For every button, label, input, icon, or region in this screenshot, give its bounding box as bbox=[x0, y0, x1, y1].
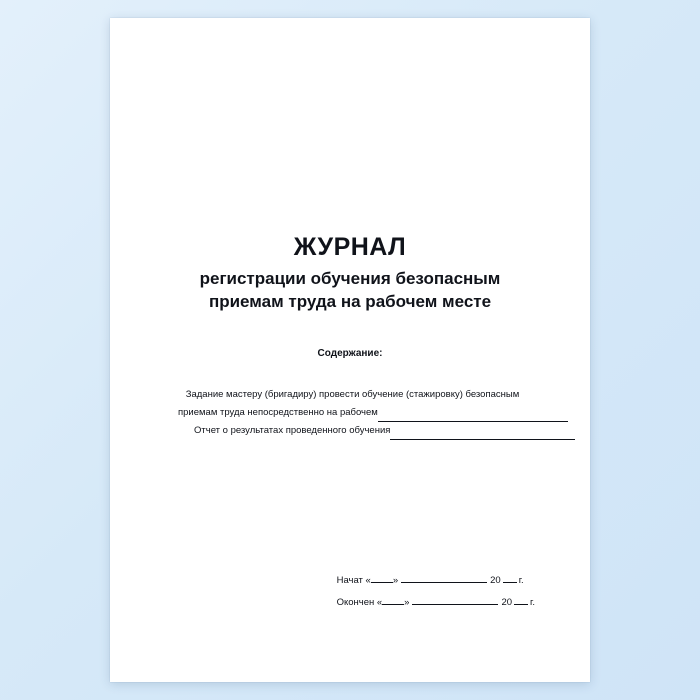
contents-line-3-text: Отчет о результатах проведенного обучения bbox=[194, 425, 391, 437]
document-body bbox=[110, 18, 590, 682]
started-quote-close: » bbox=[392, 575, 399, 587]
page-subtitle bbox=[152, 268, 548, 314]
contents-line-2 bbox=[170, 404, 535, 422]
finished-year: 20 bbox=[501, 597, 513, 609]
contents-block bbox=[170, 386, 535, 440]
started-year-suffix: г. bbox=[518, 575, 524, 587]
contents-line-2-blank bbox=[378, 411, 568, 422]
document-page bbox=[110, 18, 590, 682]
finished-quote-close: » bbox=[404, 597, 410, 609]
contents-line-1: Задание мастеру (бригадиру) провести обучение (стажировку) безопасным bbox=[185, 389, 520, 400]
started-row bbox=[337, 570, 535, 592]
finished-month-blank bbox=[412, 595, 498, 605]
page-subtitle-line-1: регистрации обучения безопасным bbox=[199, 268, 501, 288]
finished-day-blank bbox=[382, 595, 404, 605]
finished-label: Окончен « bbox=[336, 597, 383, 609]
page-subtitle-line-2: приемам труда на рабочем месте bbox=[208, 291, 492, 311]
finished-row bbox=[337, 592, 535, 614]
started-year-blank bbox=[503, 573, 517, 583]
finished-year-suffix: г. bbox=[530, 597, 535, 609]
contents-line-3-blank bbox=[390, 429, 575, 440]
footer-block bbox=[337, 570, 535, 614]
started-label: Начат « bbox=[336, 575, 371, 587]
started-month-blank bbox=[401, 573, 487, 583]
started-day-blank bbox=[371, 573, 393, 583]
finished-year-blank bbox=[514, 595, 528, 605]
page-title: ЖУРНАЛ bbox=[293, 233, 407, 261]
title-block bbox=[152, 233, 548, 314]
contents-heading: Содержание: bbox=[317, 348, 383, 359]
contents-line-2-text: приемам труда непосредственно на рабочем bbox=[178, 407, 378, 419]
contents-line-3 bbox=[170, 422, 535, 440]
started-year: 20 bbox=[490, 575, 501, 587]
